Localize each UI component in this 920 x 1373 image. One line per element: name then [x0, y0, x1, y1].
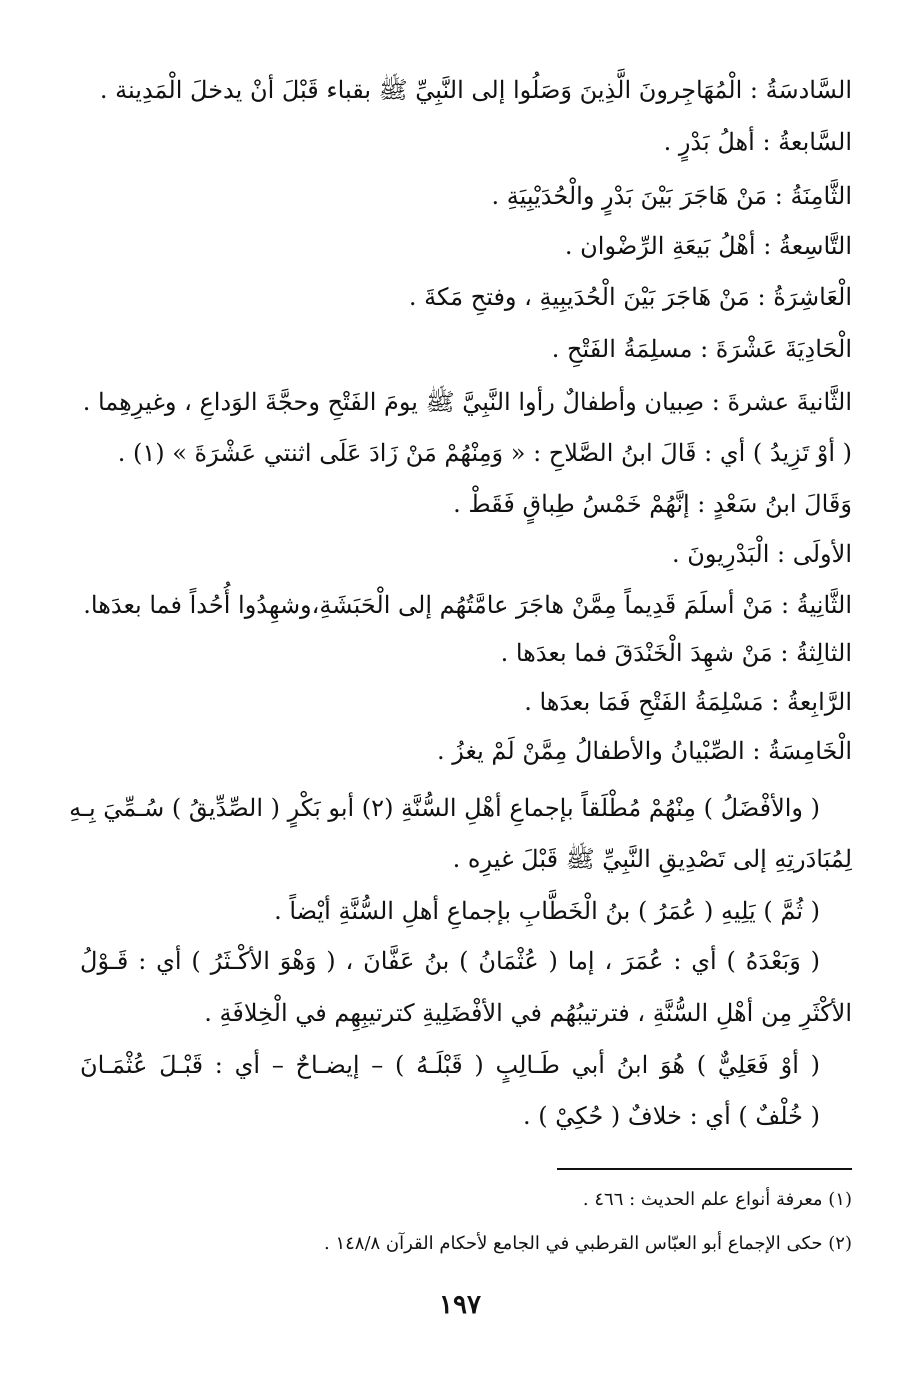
text-line-14: الْخَامِسَةُ : الصِّبْيانُ والأطفالُ مِمَّنْ لَمْ يغزُ .	[437, 737, 852, 765]
text-line-7: الثَّانيةَ عشرةَ : صِبيان وأطفالٌ رأوا النَّبِيَّ ﷺ يومَ الفَتْحِ وحجَّةَ الوَداعِ ، وغيرِهِما .	[82, 388, 852, 416]
text-line-1: السَّادسَةُ : الْمُهَاجِرونَ الَّذِينَ وَصَلُوا إلى النَّبِيِّ ﷺ بقباء قَبْلَ أنْ يدخلَ الْمَدِينة .	[99, 76, 852, 104]
text-line-17: ( ثُمَّ ) يَلِيهِ ( عُمَرُ ) بنُ الْخَطَّابِ بإجماعِ أهلِ السُّنَّةِ أيْضاً .	[274, 897, 820, 925]
text-line-12: الثالِثةُ : مَنْ شهِدَ الْخَنْدَقَ فما بعدَها .	[500, 639, 852, 667]
text-line-9: وَقَالَ ابنُ سَعْدٍ : إنَّهُمْ خَمْسُ طِباقٍ فَقَطْ .	[453, 490, 852, 518]
footnote-separator	[557, 1168, 852, 1170]
text-line-4: التَّاسِعةُ : أهْلُ بَيعَةِ الرِّضْوان .	[564, 232, 852, 260]
text-line-2: السَّابعةُ : أهلُ بَدْرٍ .	[663, 128, 852, 156]
text-line-5: الْعَاشِرَةُ : مَنْ هَاجَرَ بَيْنَ الْحُدَيبِيةِ ، وفتحِ مَكةَ .	[408, 283, 852, 311]
footnote-1: (١) معرفة أنواع علم الحديث : ٤٦٦ .	[582, 1189, 852, 1210]
text-line-13: الرَّابِعةُ : مَسْلِمَةُ الفَتْحِ فَمَا بعدَها .	[524, 688, 852, 716]
text-line-8: ( أوْ تَزِيدُ ) أي : قَالَ ابنُ الصَّلاحِ : « وَمِنْهُمْ مَنْ زَادَ عَلَى اثنتي عَشْرَةَ » (١) .	[117, 439, 852, 467]
text-line-10: الأولَى : الْبَدْرِيونَ .	[672, 540, 852, 568]
text-line-11: الثَّانِيةُ : مَنْ أسلَمَ قَدِيماً مِمَّنْ هاجَرَ عامَّتُهُم إلى الْحَبَشَةِ،وشهِدُوا أُحُداً فما بعدَها.	[83, 591, 852, 619]
text-line-21: ( خُلْفٌ ) أي : خلافٌ ( حُكِيْ ) .	[522, 1102, 820, 1130]
text-line-19: الأكْثَرِ مِن أهْلِ السُّنَّةِ ، فترتيبُهُم في الأفْضَلِيةِ كترتيبِهِم في الْخِلافَةِ .	[204, 999, 852, 1027]
text-line-16: لِمُبَادَرتِهِ إلى تَصْدِيقِ النَّبِيِّ ﷺ قَبْلَ غيرِه .	[452, 845, 852, 873]
page-number: ١٩٧	[439, 1290, 481, 1320]
text-line-6: الْحَادِيَةَ عَشْرَةَ : مسلِمَةُ الفَتْحِ .	[551, 335, 852, 363]
text-line-3: الثَّامِنَةُ : مَنْ هَاجَرَ بَيْنَ بَدْرٍ والْحُدَيْبِيَةِ .	[491, 182, 852, 210]
text-line-20: ( أوْ فَعَلِيٌّ ) هُوَ ابنُ أبي طَـالِبٍ ( قَبْلَـهُ ) – إيضـاحٌ – أي : قَبْـلَ عُثْمَـانَ	[80, 1051, 820, 1079]
text-line-18: ( وَبَعْدَهُ ) أي : عُمَرَ ، إما ( عُثْمَانُ ) بنُ عَفَّانَ ، ( وَهْوَ الأكْـثَرُ ) أي : قَـوْلُ	[80, 947, 820, 975]
text-line-15: ( والأفْضَلُ ) مِنْهُمْ مُطْلَقاً بإجماعِ أهْلِ السُّنَّةِ (٢) أبو بَكْرٍ ( الصِّدِّيقُ ) سُـمِّيَ بِـهِ	[69, 794, 820, 822]
footnote-2: (٢) حكى الإجماع أبو العبّاس القرطبي في الجامع لأحكام القرآن ١٤٨/٨ .	[323, 1233, 852, 1254]
